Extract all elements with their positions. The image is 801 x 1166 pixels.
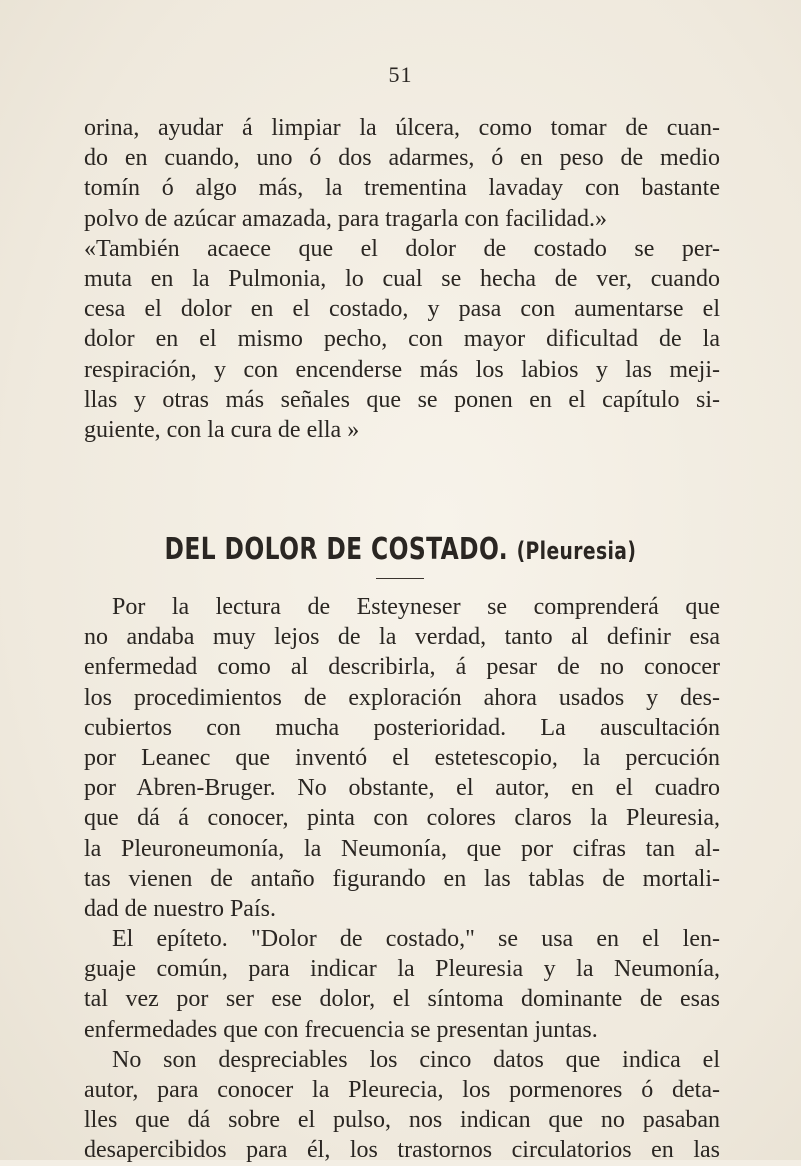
text-line: Por la lectura de Esteyneser se comprenderá que [112,594,720,620]
page-number: 51 [388,62,413,87]
text-line: no andaba muy lejos de la verdad, tanto al definir esa [84,624,720,651]
text-line: autor, para conocer la Pleurecia, los pormenores ó deta- [84,1077,720,1103]
section-heading-sub: (Pleuresia) [516,537,637,565]
text-line: tal vez por ser ese dolor, el síntoma dominante de esas [84,986,720,1013]
paragraph-block-bottom [84,592,720,1166]
text-line: dad de nuestro País. [84,895,276,922]
text-line: «También acaece que el dolor de costado se per- [84,235,720,262]
text-line: respiración, y con encenderse más los labios y las meji- [84,356,720,383]
text-line: muta en la Pulmonia, lo cual se hecha de ver, cuando [84,265,720,292]
text-line: No son despreciables los cinco datos que indica el [112,1046,720,1073]
section-heading-main: DEL DOLOR DE COSTADO. [164,532,509,567]
text-line: que dá á conocer, pinta con colores claros la Pleuresia, [84,805,720,832]
text-line: enfermedad como al describirla, á pesar de no conocer [84,654,720,681]
text-line: cubiertos con mucha posterioridad. La auscultación [84,714,720,741]
text-line: desapercibidos para él, los trastornos circulatorios en las [84,1137,720,1164]
text-line: El epíteto. "Dolor de costado," se usa en el len- [112,926,720,953]
text-line: cesa el dolor en el costado, y pasa con aumentarse el [84,296,720,323]
text-line: tas vienen de antaño figurando en las tablas de mortali- [84,865,720,892]
text-line: enfermedades que con frecuencia se presentan juntas. [84,1016,598,1043]
text-line: dolor en el mismo pecho, con mayor dificultad de la [84,326,720,353]
text-line: por Abren-Bruger. No obstante, el autor, en el cuadro [84,775,720,802]
section-heading [88,532,713,567]
text-line: tomín ó algo más, la trementina lavaday con bastante [84,175,720,202]
text-line: la Pleuroneumonía, la Neumonía, que por cifras tan al- [84,835,720,862]
text-line: guiente, con la cura de ella » [84,416,360,443]
heading-divider [376,578,424,579]
text-line: por Leanec que inventó el estetescopio, la percución [84,744,720,771]
text-line: orina, ayudar á limpiar la úlcera, como tomar de cuan- [84,115,720,141]
text-line: do en cuando, uno ó dos adarmes, ó en peso de medio [84,145,720,172]
text-line: llas y otras más señales que se ponen en el capítulo si- [84,386,720,413]
paragraph-block-top [84,113,720,445]
text-line: los procedimientos de exploración ahora usados y des- [84,684,720,711]
text-line: polvo de azúcar amazada, para tragarla con facilidad.» [84,205,608,232]
text-line: lles que dá sobre el pulso, nos indican que no pasaban [84,1107,720,1134]
text-line: guaje común, para indicar la Pleuresia y la Neumonía, [84,956,720,983]
